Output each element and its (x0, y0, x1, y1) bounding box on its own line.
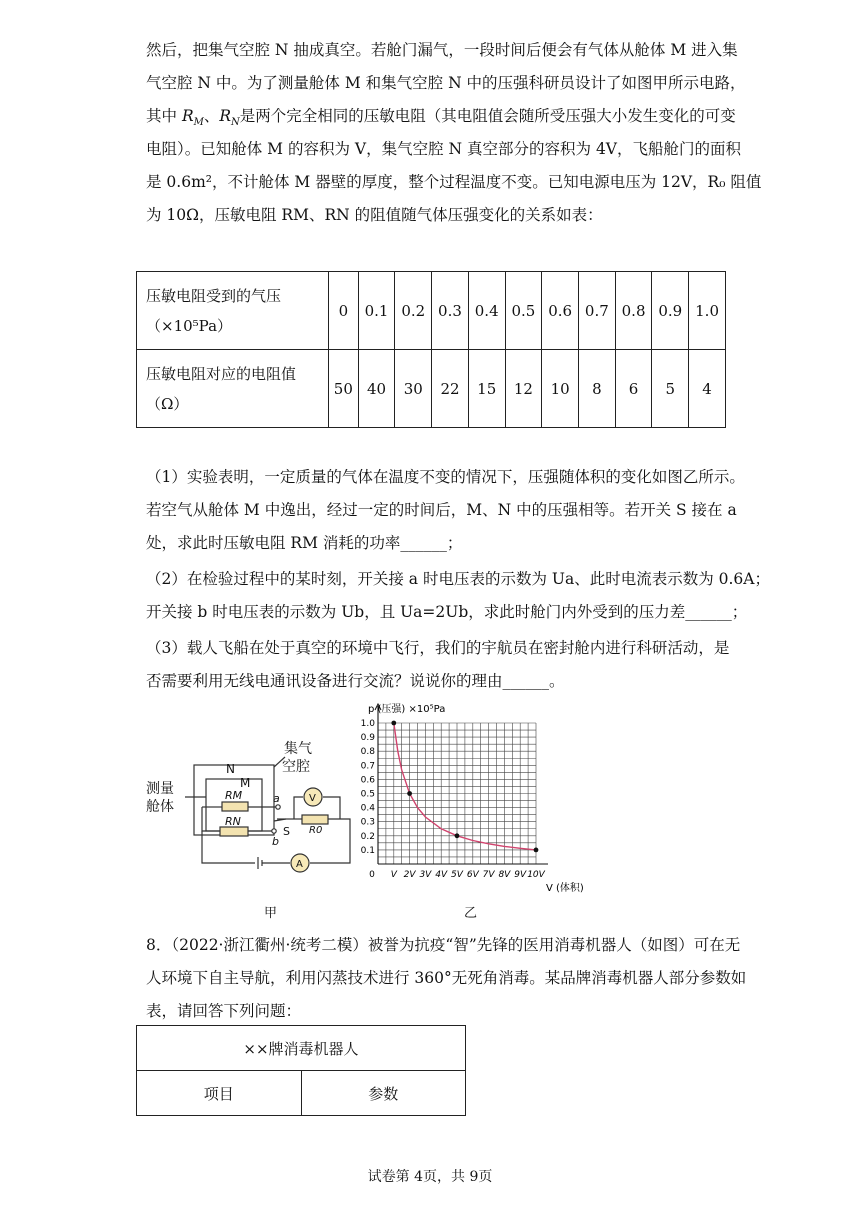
resistor-rn (220, 827, 248, 836)
robot-table-col-param: 参数 (301, 1071, 466, 1116)
caption-yi: 乙 (464, 906, 478, 921)
x-tick-label: 8V (498, 870, 511, 880)
intro-line-6: 为 10Ω，压敏电阻 RM、RN 的阻值随气体压强变化的关系如表： (146, 206, 603, 224)
pressure-resistance-table (136, 271, 726, 428)
row-label-resistance: 压敏电阻对应的电阻值 （Ω） (137, 350, 329, 428)
x-tick-label: V (390, 870, 397, 880)
question-1-line-1: （1）实验表明，一定质量的气体在温度不变的情况下，压强随体积的变化如图乙所示。 (146, 468, 745, 486)
table-cell: 8 (579, 350, 616, 428)
label-cabin-1: 测量 (146, 781, 174, 797)
table-row (137, 350, 726, 428)
table-cell: 5 (652, 350, 689, 428)
label-voltmeter: V (309, 793, 316, 804)
y-tick-label: 1.0 (360, 719, 375, 729)
table-row (137, 272, 726, 350)
table-cell: 0 (329, 272, 359, 350)
table-cell: 1.0 (689, 272, 726, 350)
resistor-rm (222, 802, 248, 811)
x-tick-label: 10V (527, 870, 545, 880)
table-cell: 0.9 (652, 272, 689, 350)
question-2-line-2: 开关接 b 时电压表的示数为 Ub，且 Ua=2Ub，求此时舱门内外受到的压力差______； (146, 603, 748, 621)
x-tick-label: 9V (514, 870, 527, 880)
chart-grid (378, 723, 536, 864)
label-n: N (226, 762, 235, 776)
pv-chart (350, 700, 584, 900)
table-cell: 0.4 (468, 272, 505, 350)
data-point (407, 791, 412, 796)
table-cell: 15 (468, 350, 505, 428)
label-cavity-1: 集气 (284, 741, 312, 757)
x-tick-label: 4V (435, 870, 448, 880)
q8-line-3: 表，请回答下列问题： (146, 1002, 302, 1020)
table-cell: 22 (432, 350, 469, 428)
robot-params-table (136, 1025, 466, 1116)
data-point (391, 721, 396, 726)
data-point (455, 833, 460, 838)
table-cell: 10 (542, 350, 579, 428)
x-tick-label: 2V (403, 870, 416, 880)
table-cell: 0.6 (542, 272, 579, 350)
table-cell: 50 (329, 350, 359, 428)
table-cell: 0.1 (358, 272, 395, 350)
q8-line-2: 人环境下自主导航，利用闪蒸技术进行 360°无死角消毒。某品牌消毒机器人部分参数如 (146, 969, 747, 987)
label-s: S (283, 825, 290, 838)
intro-line-5: 是 0.6m²，不计舱体 M 器壁的厚度，整个过程温度不变。已知电源电压为 12V，R₀ 阻值 (146, 173, 762, 191)
x-axis-title: V (体积) (546, 883, 584, 894)
label-rm: RM (225, 789, 243, 802)
y-tick-label: 0.6 (360, 775, 375, 786)
label-rn: RN (225, 815, 241, 828)
question-2-line-1: （2）在检验过程中的某时刻，开关接 a 时电压表的示数为 Ua、此时电流表示数为 0.6A； (146, 570, 770, 588)
label-a: a (273, 792, 280, 805)
page-footer: 试卷第 4页，共 9页 (367, 1169, 493, 1185)
y-axis-title: p (压强) ×10⁵Pa (368, 704, 446, 715)
intro-line-1: 然后，把集气空腔 N 抽成真空。若舱门漏气，一段时间后便会有气体从舱体 M 进入集 (146, 41, 738, 59)
label-ammeter: A (296, 859, 303, 870)
table-cell: 0.2 (395, 272, 432, 350)
circuit-diagram (140, 735, 360, 885)
x-tick-label: 0 (369, 870, 375, 880)
y-tick-label: 0.5 (360, 789, 375, 800)
resistor-r0 (302, 815, 328, 824)
table-cell: 4 (689, 350, 726, 428)
x-tick-label: 6V (466, 870, 479, 880)
caption-jia: 甲 (264, 906, 278, 921)
q8-line-1: 8．（2022·浙江衢州·统考二模）被誉为抗疫“智”先锋的医用消毒机器人（如图）可在无 (146, 936, 741, 954)
row-label-pressure: 压敏电阻受到的气压 （×10⁵Pa） (137, 272, 329, 350)
data-point (534, 848, 539, 853)
chart-ticks (361, 719, 546, 880)
x-tick-label: 7V (482, 870, 495, 880)
y-tick-label: 0.3 (360, 817, 375, 828)
table-cell: 0.8 (615, 272, 652, 350)
robot-table-title: ××牌消毒机器人 (137, 1026, 466, 1071)
y-tick-label: 0.2 (360, 831, 375, 842)
y-tick-label: 0.9 (360, 733, 375, 744)
label-cabin-2: 舱体 (146, 799, 174, 815)
chart-axes (375, 704, 548, 864)
y-tick-label: 0.7 (360, 761, 375, 772)
y-tick-label: 0.8 (360, 747, 375, 758)
robot-table-col-item: 项目 (137, 1071, 302, 1116)
x-tick-label: 5V (451, 870, 463, 880)
intro-line-4: 电阻）。已知舱体 M 的容积为 V，集气空腔 N 真空部分的容积为 4V，飞船舱门的面积 (146, 140, 741, 158)
table-cell: 6 (615, 350, 652, 428)
label-r0: R0 (309, 825, 323, 836)
table-cell: 0.7 (579, 272, 616, 350)
intro-line-3: 其中 $R_M$、$R_N$是两个完全相同的压敏电阻（其电阻值会随所受压强大小发生变化的可变 (146, 107, 736, 129)
question-3-line-2: 否需要利用无线电通讯设备进行交流？说说你的理由______。 (146, 672, 565, 690)
table-cell: 30 (395, 350, 432, 428)
table-cell: 0.3 (432, 272, 469, 350)
question-3-line-1: （3）载人飞船在处于真空的环境中飞行，我们的宇航员在密封舱内进行科研活动，是 (146, 639, 730, 657)
intro-line-2: 气空腔 N 中。为了测量舱体 M 和集气空腔 N 中的压强科研员设计了如图甲所示电路， (146, 74, 746, 92)
label-m: M (240, 776, 251, 790)
table-cell: 0.5 (505, 272, 542, 350)
table-row (137, 1026, 466, 1071)
table-row (137, 1071, 466, 1116)
y-tick-label: 0.1 (360, 845, 375, 856)
x-tick-label: 3V (419, 870, 432, 880)
table-cell: 12 (505, 350, 542, 428)
question-1-line-2: 若空气从舱体 M 中逸出，经过一定的时间后，M、N 中的压强相等。若开关 S 接在 a (146, 501, 737, 519)
y-tick-label: 0.4 (360, 803, 375, 814)
label-b: b (272, 835, 279, 848)
question-1-line-3: 处，求此时压敏电阻 RM 消耗的功率______； (146, 534, 463, 552)
table-cell: 40 (358, 350, 395, 428)
label-cavity-2: 空腔 (282, 759, 310, 775)
